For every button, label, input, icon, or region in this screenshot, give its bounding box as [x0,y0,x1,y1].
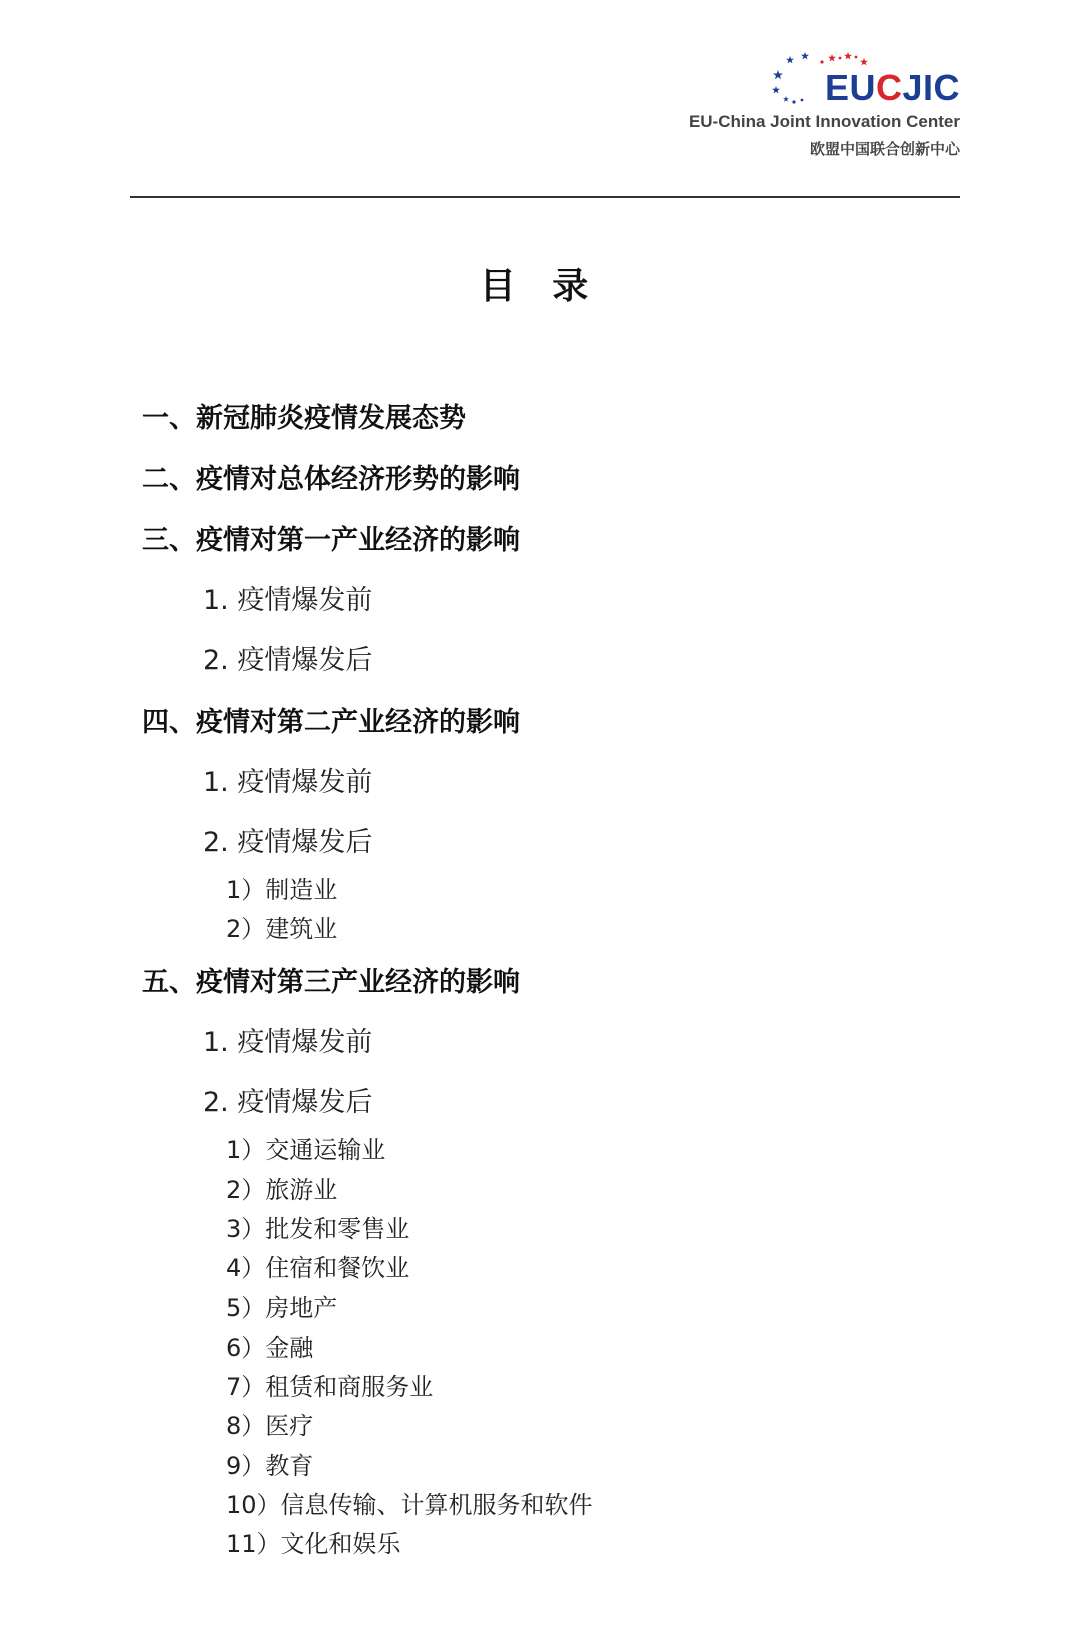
toc-entry-level-3[interactable]: 1）制造业 [226,876,338,904]
toc-entry-level-2[interactable]: 2. 疫情爆发后 [203,645,373,676]
logo-mark [770,48,960,106]
logo-text-right: JIC [902,67,960,108]
eucjic-logo [689,48,960,159]
toc-entry-level-1[interactable]: 四、疫情对第二产业经济的影响 [142,707,520,738]
logo-text-c: C [875,67,903,108]
toc-entry-level-3[interactable]: 7）租赁和商服务业 [226,1373,434,1401]
toc-entry-level-3[interactable]: 3）批发和零售业 [226,1215,410,1243]
toc-entry-level-3[interactable]: 1）交通运输业 [226,1136,386,1164]
toc-entry-level-3[interactable]: 2）建筑业 [226,915,338,943]
toc-entry-level-1[interactable]: 五、疫情对第三产业经济的影响 [142,967,520,998]
toc-entry-level-3[interactable]: 10）信息传输、计算机服务和软件 [226,1491,593,1519]
toc-entry-level-2[interactable]: 2. 疫情爆发后 [203,827,373,858]
toc-entry-level-1[interactable]: 二、疫情对总体经济形势的影响 [142,464,520,495]
toc-entry-level-2[interactable]: 1. 疫情爆发前 [203,585,373,616]
org-name-en: EU-China Joint Innovation Center [688,112,960,131]
toc-entry-level-3[interactable]: 9）教育 [226,1452,314,1480]
toc-entry-level-3[interactable]: 4）住宿和餐饮业 [226,1254,410,1282]
header-divider [130,196,960,198]
toc-entry-level-3[interactable]: 8）医疗 [226,1412,314,1440]
toc-entry-level-2[interactable]: 1. 疫情爆发前 [203,1027,373,1058]
page-header [0,0,1080,200]
logo-wordmark [825,68,960,108]
toc-entry-level-3[interactable]: 11）文化和娱乐 [226,1530,401,1558]
toc-entry-level-1[interactable]: 一、新冠肺炎疫情发展态势 [142,403,466,434]
logo-text-left: EU [824,67,876,108]
toc-entry-level-3[interactable]: 5）房地产 [226,1294,338,1322]
org-name-cn: 欧盟中国联合创新中心 [809,140,960,158]
toc-entry-level-2[interactable]: 2. 疫情爆发后 [203,1087,373,1118]
toc-title: 目 录 [479,266,601,307]
toc-entry-level-1[interactable]: 三、疫情对第一产业经济的影响 [142,525,520,556]
toc-entry-level-3[interactable]: 2）旅游业 [226,1176,338,1204]
toc-entry-level-3[interactable]: 6）金融 [226,1334,314,1362]
toc-entry-level-2[interactable]: 1. 疫情爆发前 [203,767,373,798]
